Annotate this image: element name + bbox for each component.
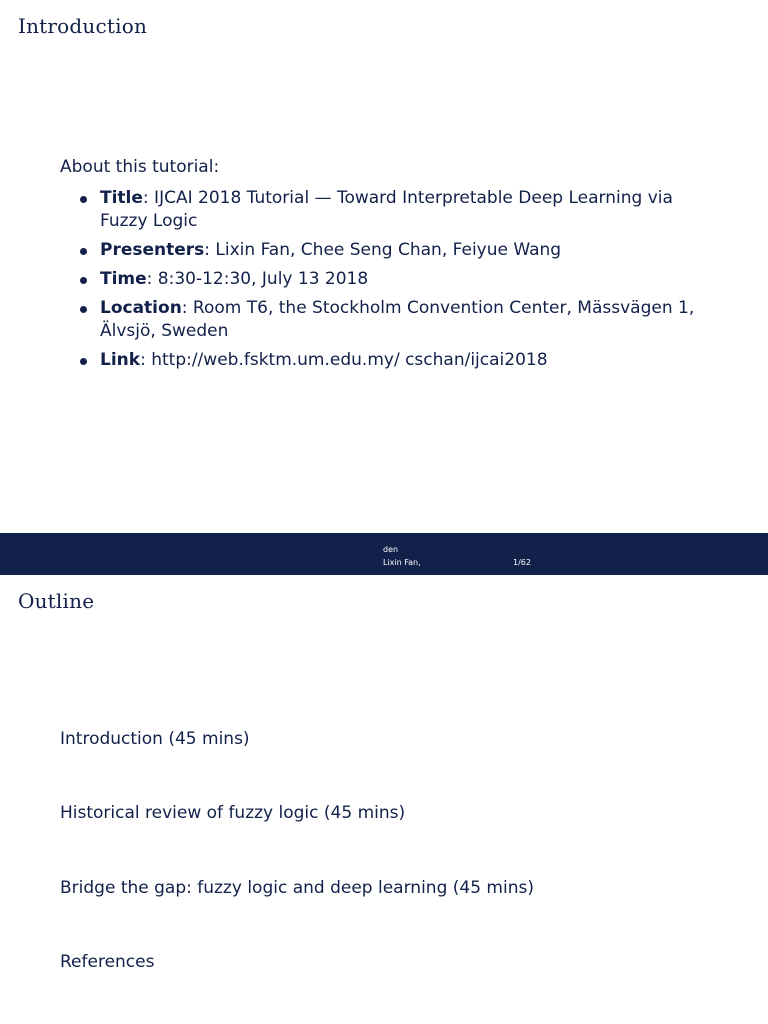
bullet-text: : IJCAI 2018 Tutorial — Toward Interpretable Deep Learning via Fuzzy Logic (100, 188, 673, 231)
footer-title-fragment: den (383, 545, 399, 554)
bullet-text: : Lixin Fan, Chee Seng Chan, Feiyue Wang (204, 240, 562, 260)
slide-title: Outline (18, 589, 95, 613)
bullet-icon (80, 196, 87, 203)
tutorial-details-list (78, 187, 698, 378)
outline-item-references[interactable]: References (60, 952, 155, 972)
list-item-time (78, 268, 698, 291)
slide-footer-bar (0, 533, 768, 575)
about-intro: About this tutorial: (60, 157, 220, 177)
list-item-title (78, 187, 698, 233)
slide-outline (0, 575, 768, 1024)
bullet-key: Title (100, 188, 143, 208)
bullet-key: Time (100, 269, 147, 289)
slide-title: Introduction (18, 14, 148, 38)
bullet-key: Presenters (100, 240, 205, 260)
bullet-text[interactable]: : http://web.fsktm.um.edu.my/ cschan/ijcai2018 (140, 350, 548, 370)
outline-item-historical-review[interactable]: Historical review of fuzzy logic (45 mins) (60, 803, 406, 823)
list-item-presenters (78, 239, 698, 262)
page-number: 1/62 (513, 558, 531, 567)
footer-author: Lixin Fan, (383, 558, 421, 567)
bullet-key: Link (100, 350, 141, 370)
bullet-icon (80, 358, 87, 365)
bullet-icon (80, 248, 87, 255)
list-item-location (78, 297, 698, 343)
outline-item-introduction[interactable]: Introduction (45 mins) (60, 729, 250, 749)
bullet-icon (80, 277, 87, 284)
list-item-link (78, 349, 698, 372)
bullet-key: Location (100, 298, 182, 318)
bullet-icon (80, 306, 87, 313)
bullet-text: : 8:30-12:30, July 13 2018 (146, 269, 369, 289)
outline-item-bridge-the-gap[interactable]: Bridge the gap: fuzzy logic and deep learning (45 mins) (60, 878, 534, 898)
bullet-text: : Room T6, the Stockholm Convention Center, Mässvägen 1, Älvsjö, Sweden (100, 298, 695, 341)
